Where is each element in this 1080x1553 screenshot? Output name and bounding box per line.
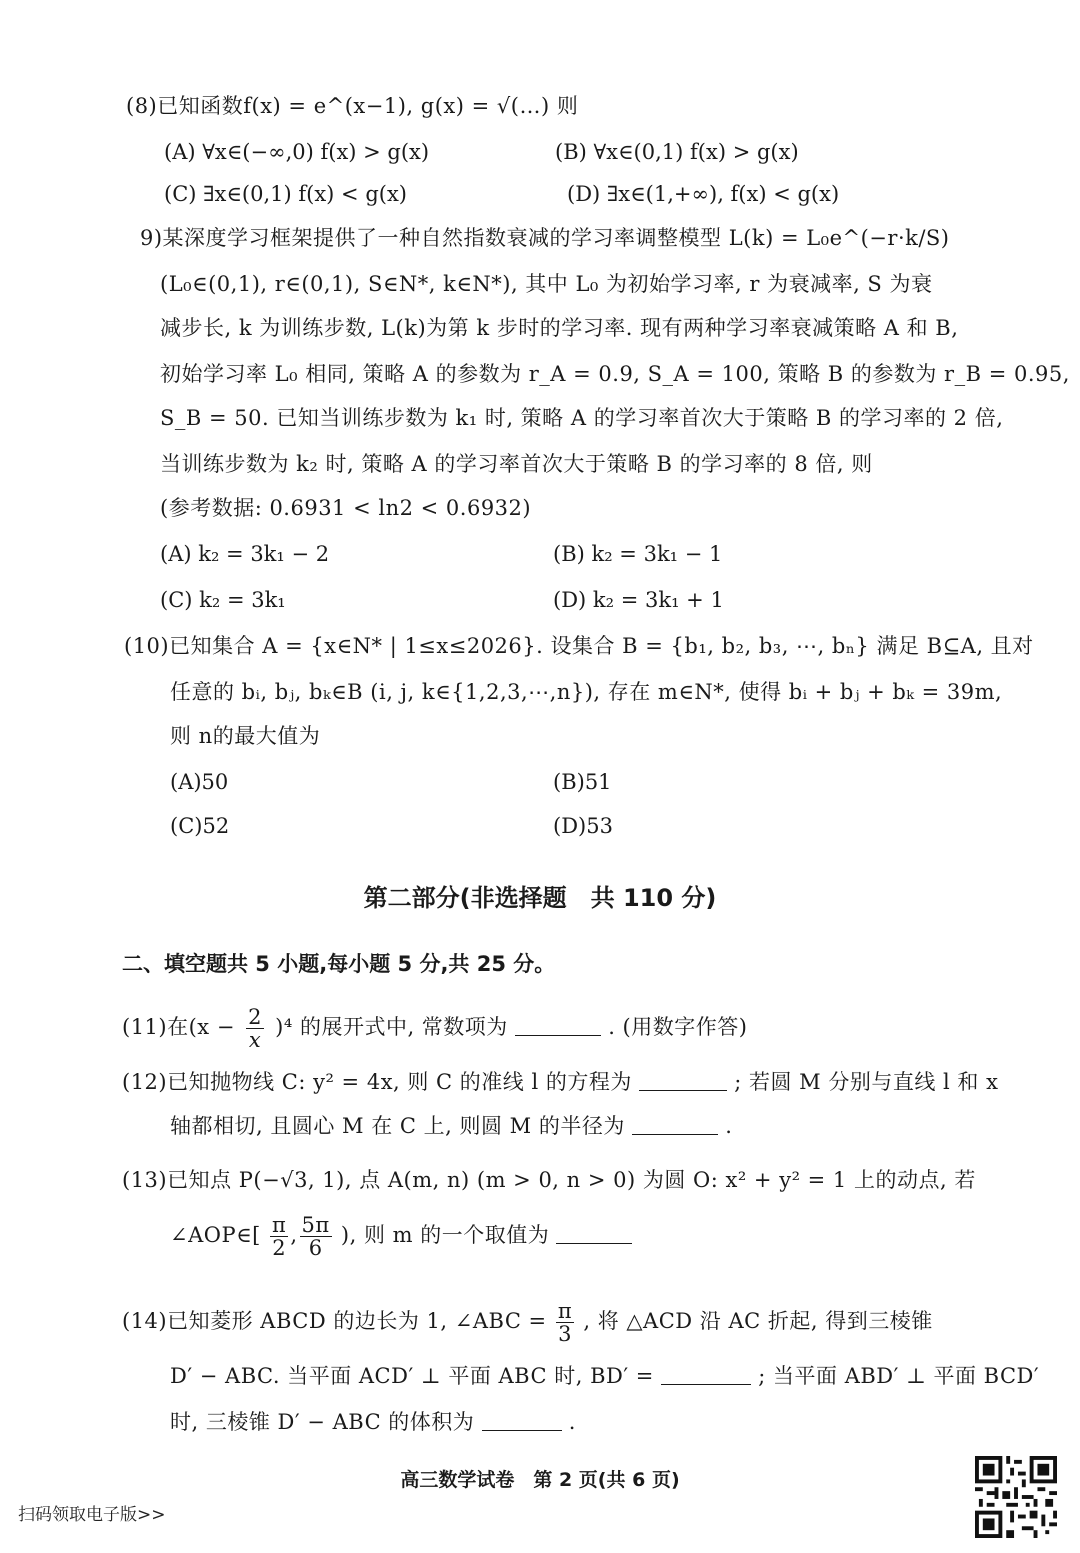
q9-option-c: (C) k₂ = 3k₁ bbox=[160, 588, 286, 612]
q11-suffix: )⁴ 的展开式中, 常数项为 bbox=[275, 1015, 508, 1039]
q14-fraction-pi-over-3 bbox=[556, 1300, 574, 1345]
q12-directrix-blank[interactable] bbox=[639, 1068, 727, 1091]
q14-line-2-rest: ; 当平面 ABD′ ⊥ 平面 BCD′ bbox=[758, 1364, 1040, 1388]
q11-fraction bbox=[246, 1006, 264, 1051]
q14-line-1-rest: , 将 △ACD 沿 AC 折起, 得到三棱锥 bbox=[583, 1309, 933, 1333]
q13-fraction-2-denominator: 6 bbox=[308, 1236, 323, 1260]
q10-option-d: (D)53 bbox=[553, 814, 613, 838]
q14-line-2 bbox=[170, 1362, 1039, 1390]
q11-answer-blank[interactable] bbox=[515, 1013, 601, 1036]
q14-fraction-numerator: π bbox=[557, 1299, 573, 1323]
q9-option-b: (B) k₂ = 3k₁ − 1 bbox=[553, 542, 723, 566]
q8-option-b: (B) ∀x∈(0,1) f(x) > g(x) bbox=[555, 140, 799, 164]
q9-line-1: 9)某深度学习框架提供了一种自然指数衰减的学习率调整模型 L(k) = L₀e^(−r·k/S) bbox=[140, 226, 950, 250]
q12-line-2-text: 轴都相切, 且圆心 M 在 C 上, 则圆 M 的半径为 bbox=[170, 1114, 625, 1138]
q8-option-c: (C) ∃x∈(0,1) f(x) < g(x) bbox=[164, 182, 407, 206]
scan-to-get-electronic-version-link[interactable]: 扫码领取电子版>> bbox=[18, 1505, 166, 1525]
q14-line-1-text: (14)已知菱形 ABCD 的边长为 1, ∠ABC = bbox=[122, 1309, 547, 1333]
q13-angle-suffix: ), 则 m 的一个取值为 bbox=[340, 1223, 550, 1247]
q12-line-1-rest: ; 若圆 M 分别与直线 l 和 x bbox=[734, 1070, 999, 1094]
q12-line-1 bbox=[122, 1068, 998, 1096]
q13-line-1: (13)已知点 P(−√3, 1), 点 A(m, n) (m > 0, n > 0) 为圆 O: x² + y² = 1 上的动点, 若 bbox=[122, 1168, 976, 1192]
q9-line-2: (L₀∈(0,1), r∈(0,1), S∈N*, k∈N*), 其中 L₀ 为初始学习率, r 为衰减率, S 为衰 bbox=[160, 272, 933, 296]
q13-line-2 bbox=[170, 1214, 632, 1259]
q13-answer-blank[interactable] bbox=[556, 1221, 632, 1244]
qr-code-icon[interactable] bbox=[975, 1456, 1057, 1538]
q14-line-1 bbox=[122, 1300, 933, 1345]
q14-line-3-tail: . bbox=[568, 1410, 576, 1434]
q9-line-3: 减步长, k 为训练步数, L(k)为第 k 步时的学习率. 现有两种学习率衰减策略 A 和 B, bbox=[160, 316, 959, 340]
q8-option-d: (D) ∃x∈(1,+∞), f(x) < g(x) bbox=[567, 182, 840, 206]
q9-line-6: 当训练步数为 k₂ 时, 策略 A 的学习率首次大于策略 B 的学习率的 8 倍, 则 bbox=[160, 452, 873, 476]
q12-line-2-tail: . bbox=[725, 1114, 733, 1138]
part-two-heading: 第二部分(非选择题 共 110 分) bbox=[363, 884, 717, 912]
q10-option-c: (C)52 bbox=[170, 814, 230, 838]
q14-line-2-text: D′ − ABC. 当平面 ACD′ ⊥ 平面 ABC 时, BD′ = bbox=[170, 1364, 654, 1388]
q13-fraction-5pi-over-6 bbox=[300, 1214, 332, 1259]
q9-line-4: 初始学习率 L₀ 相同, 策略 A 的参数为 r_A = 0.9, S_A = 100, 策略 B 的参数为 r_B = 0.95, bbox=[160, 362, 1070, 386]
q10-option-a: (A)50 bbox=[170, 770, 229, 794]
q14-fraction-denominator: 3 bbox=[558, 1322, 572, 1346]
q13-angle-prefix: ∠AOP∈[ bbox=[170, 1223, 261, 1247]
q11-stem bbox=[122, 1006, 747, 1051]
q10-option-b: (B)51 bbox=[553, 770, 612, 794]
q13-interval-comma: , bbox=[290, 1223, 298, 1247]
q9-option-a: (A) k₂ = 3k₁ − 2 bbox=[160, 542, 330, 566]
q11-fraction-numerator: 2 bbox=[248, 1005, 262, 1029]
q10-line-3: 则 n的最大值为 bbox=[170, 724, 321, 748]
q11-fraction-denominator: x bbox=[248, 1028, 262, 1052]
q9-option-d: (D) k₂ = 3k₁ + 1 bbox=[553, 588, 724, 612]
q8-option-a: (A) ∀x∈(−∞,0) f(x) > g(x) bbox=[164, 140, 430, 164]
q12-line-2 bbox=[170, 1112, 732, 1140]
q14-volume-blank[interactable] bbox=[482, 1408, 562, 1431]
q9-reference-data: (参考数据: 0.6931 < ln2 < 0.6932) bbox=[160, 496, 532, 520]
q14-line-3-text: 时, 三棱锥 D′ − ABC 的体积为 bbox=[170, 1410, 475, 1434]
q13-fraction-1-numerator: π bbox=[272, 1213, 287, 1237]
q11-tail: . (用数字作答) bbox=[608, 1015, 748, 1039]
q8-stem: (8)已知函数f(x) = e^(x−1), g(x) = √(…) 则 bbox=[126, 94, 579, 118]
q12-radius-blank[interactable] bbox=[632, 1112, 718, 1135]
q10-line-1: (10)已知集合 A = {x∈N* | 1≤x≤2026}. 设集合 B = {b₁, b₂, b₃, ⋯, bₙ} 满足 B⊆A, 且对 bbox=[124, 634, 1034, 658]
q12-line-1-text: (12)已知抛物线 C: y² = 4x, 则 C 的准线 l 的方程为 bbox=[122, 1070, 632, 1094]
section-two-heading: 二、填空题共 5 小题,每小题 5 分,共 25 分。 bbox=[122, 952, 556, 976]
q9-line-5: S_B = 50. 已知当训练步数为 k₁ 时, 策略 A 的学习率首次大于策略 B 的学习率的 2 倍, bbox=[160, 406, 1004, 430]
q13-fraction-pi-over-2 bbox=[270, 1214, 288, 1259]
q13-fraction-1-denominator: 2 bbox=[272, 1236, 287, 1260]
q14-bd-length-blank[interactable] bbox=[661, 1362, 751, 1385]
page-footer: 高三数学试卷 第 2 页(共 6 页) bbox=[400, 1469, 680, 1491]
q14-line-3 bbox=[170, 1408, 576, 1436]
q10-line-2: 任意的 bᵢ, bⱼ, bₖ∈B (i, j, k∈{1,2,3,⋯,n}), 存在 m∈N*, 使得 bᵢ + bⱼ + bₖ = 39m, bbox=[170, 680, 1003, 704]
q11-prefix: (11)在(x − bbox=[122, 1015, 235, 1039]
q13-fraction-2-numerator: 5π bbox=[301, 1213, 330, 1237]
